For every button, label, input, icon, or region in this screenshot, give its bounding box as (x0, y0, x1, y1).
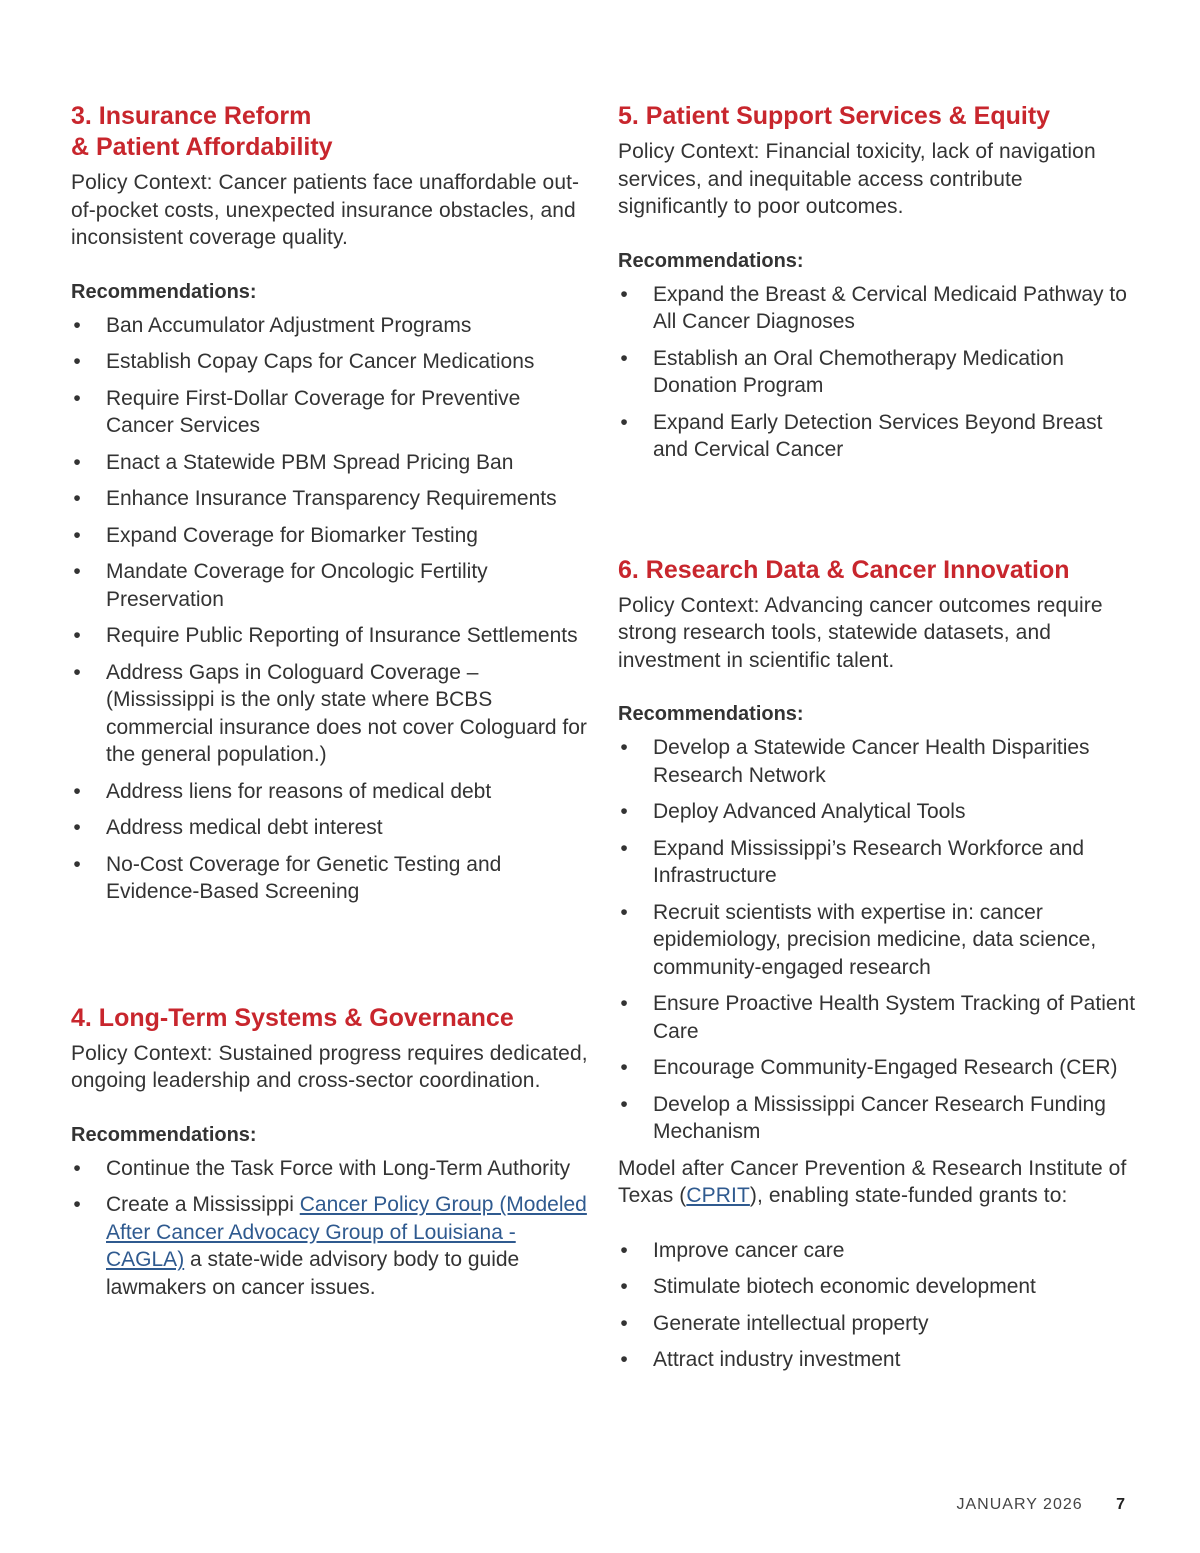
list-item: • Recruit scientists with expertise in: cancer epidemiology, precision medicine, data science, community-engaged research (620, 900, 1097, 979)
grant-list (618, 1237, 1138, 1374)
list-item: • Deploy Advanced Analytical Tools (620, 800, 966, 823)
page-footer (957, 1496, 1127, 1514)
section-6-context: Policy Context: Advancing cancer outcomes require strong research tools, statewide datasets, and investment in scientific talent. (618, 593, 1103, 672)
footer-date: JANUARY 2026 (956, 1496, 1083, 1513)
list-item: • No-Cost Coverage for Genetic Testing and Evidence-Based Screening (73, 852, 502, 903)
right-column (618, 101, 1138, 1383)
list-item: • Attract industry investment (620, 1348, 901, 1371)
section-3-list (71, 312, 591, 906)
section-patient-support (618, 101, 1138, 464)
list-item: • Generate intellectual property (620, 1311, 929, 1335)
list-item: • Expand the Breast & Cervical Medicaid Pathway to All Cancer Diagnoses (620, 282, 1127, 333)
section-3-context: Policy Context: Cancer patients face unaffordable out-of-pocket costs, unexpected insurance obstacles, and inconsistent coverage quality. (71, 171, 580, 249)
list-item: • Address Gaps in Cologuard Coverage – (Mississippi is the only state where BCBS commercial insurance does not cover Cologuard for the general population.) (73, 660, 587, 766)
list-item: • Continue the Task Force with Long-Term Authority (73, 1156, 571, 1180)
list-item: • Ban Accumulator Adjustment Programs (73, 313, 472, 337)
list-item: • Mandate Coverage for Oncologic Fertility Preservation (73, 560, 488, 611)
list-item: • Create a Mississippi Cancer Policy Group (Modeled After Cancer Advocacy Group of Louisiana - CAGLA) a state-wide advisory body to guide lawmakers on cancer issues. (73, 1193, 587, 1299)
list-item: • Enhance Insurance Transparency Requirements (73, 487, 557, 510)
list-item: • Expand Early Detection Services Beyond Breast and Cervical Cancer (620, 410, 1103, 461)
list-item: • Develop a Statewide Cancer Health Disparities Research Network (620, 736, 1090, 787)
cprit-link[interactable]: CPRIT (686, 1184, 750, 1207)
list-item: • Require Public Reporting of Insurance Settlements (73, 624, 578, 647)
list-item: • Develop a Mississippi Cancer Research Funding Mechanism (620, 1092, 1106, 1143)
list-item: • Ensure Proactive Health System Tracking of Patient Care (620, 992, 1136, 1043)
section-3-recommendations-label: Recommendations: (71, 280, 257, 303)
cancer-policy-group-link[interactable]: Cancer Policy Group (Modeled After Cancer Advocacy Group of Louisiana - CAGLA) (106, 1193, 587, 1271)
cprit-model-paragraph: Model after Cancer Prevention & Research Institute of Texas (CPRIT), enabling state-funded grants to: (618, 1156, 1127, 1207)
page-number: 7 (1116, 1496, 1126, 1513)
section-4-title: 4. Long-Term Systems & Governance (71, 1003, 514, 1032)
left-column (71, 101, 591, 1310)
section-3-title: 3. Insurance Reform & Patient Affordability (71, 102, 333, 161)
list-item: • Require First-Dollar Coverage for Preventive Cancer Services (73, 386, 521, 437)
list-item: • Address liens for reasons of medical debt (73, 779, 492, 803)
section-6-title: 6. Research Data & Cancer Innovation (618, 555, 1070, 584)
section-5-recommendations-label: Recommendations: (618, 249, 804, 272)
section-4-list (71, 1155, 591, 1302)
list-item: • Stimulate biotech economic development (620, 1275, 1036, 1298)
section-insurance-reform (71, 101, 591, 906)
list-item: • Improve cancer care (620, 1238, 845, 1262)
section-5-list (618, 281, 1138, 464)
section-research-innovation (618, 555, 1138, 1374)
list-item: • Encourage Community-Engaged Research (CER) (620, 1056, 1118, 1079)
section-5-context: Policy Context: Financial toxicity, lack of navigation services, and inequitable access contribute significantly to poor outcomes. (618, 140, 1096, 218)
list-item: • Expand Coverage for Biomarker Testing (73, 523, 478, 547)
section-5-title: 5. Patient Support Services & Equity (618, 102, 1051, 130)
section-governance (71, 1003, 591, 1302)
section-4-context: Policy Context: Sustained progress requires dedicated, ongoing leadership and cross-sector coordination. (71, 1041, 588, 1092)
section-4-recommendations-label: Recommendations: (71, 1123, 257, 1146)
list-item: • Establish an Oral Chemotherapy Medication Donation Program (620, 346, 1064, 397)
list-item: • Establish Copay Caps for Cancer Medications (73, 350, 535, 373)
section-6-list (618, 734, 1138, 1146)
list-item: • Expand Mississippi’s Research Workforce and Infrastructure (620, 836, 1085, 887)
list-item: • Address medical debt interest (73, 816, 383, 839)
section-6-recommendations-label: Recommendations: (618, 703, 804, 725)
list-item: • Enact a Statewide PBM Spread Pricing Ban (73, 450, 514, 474)
